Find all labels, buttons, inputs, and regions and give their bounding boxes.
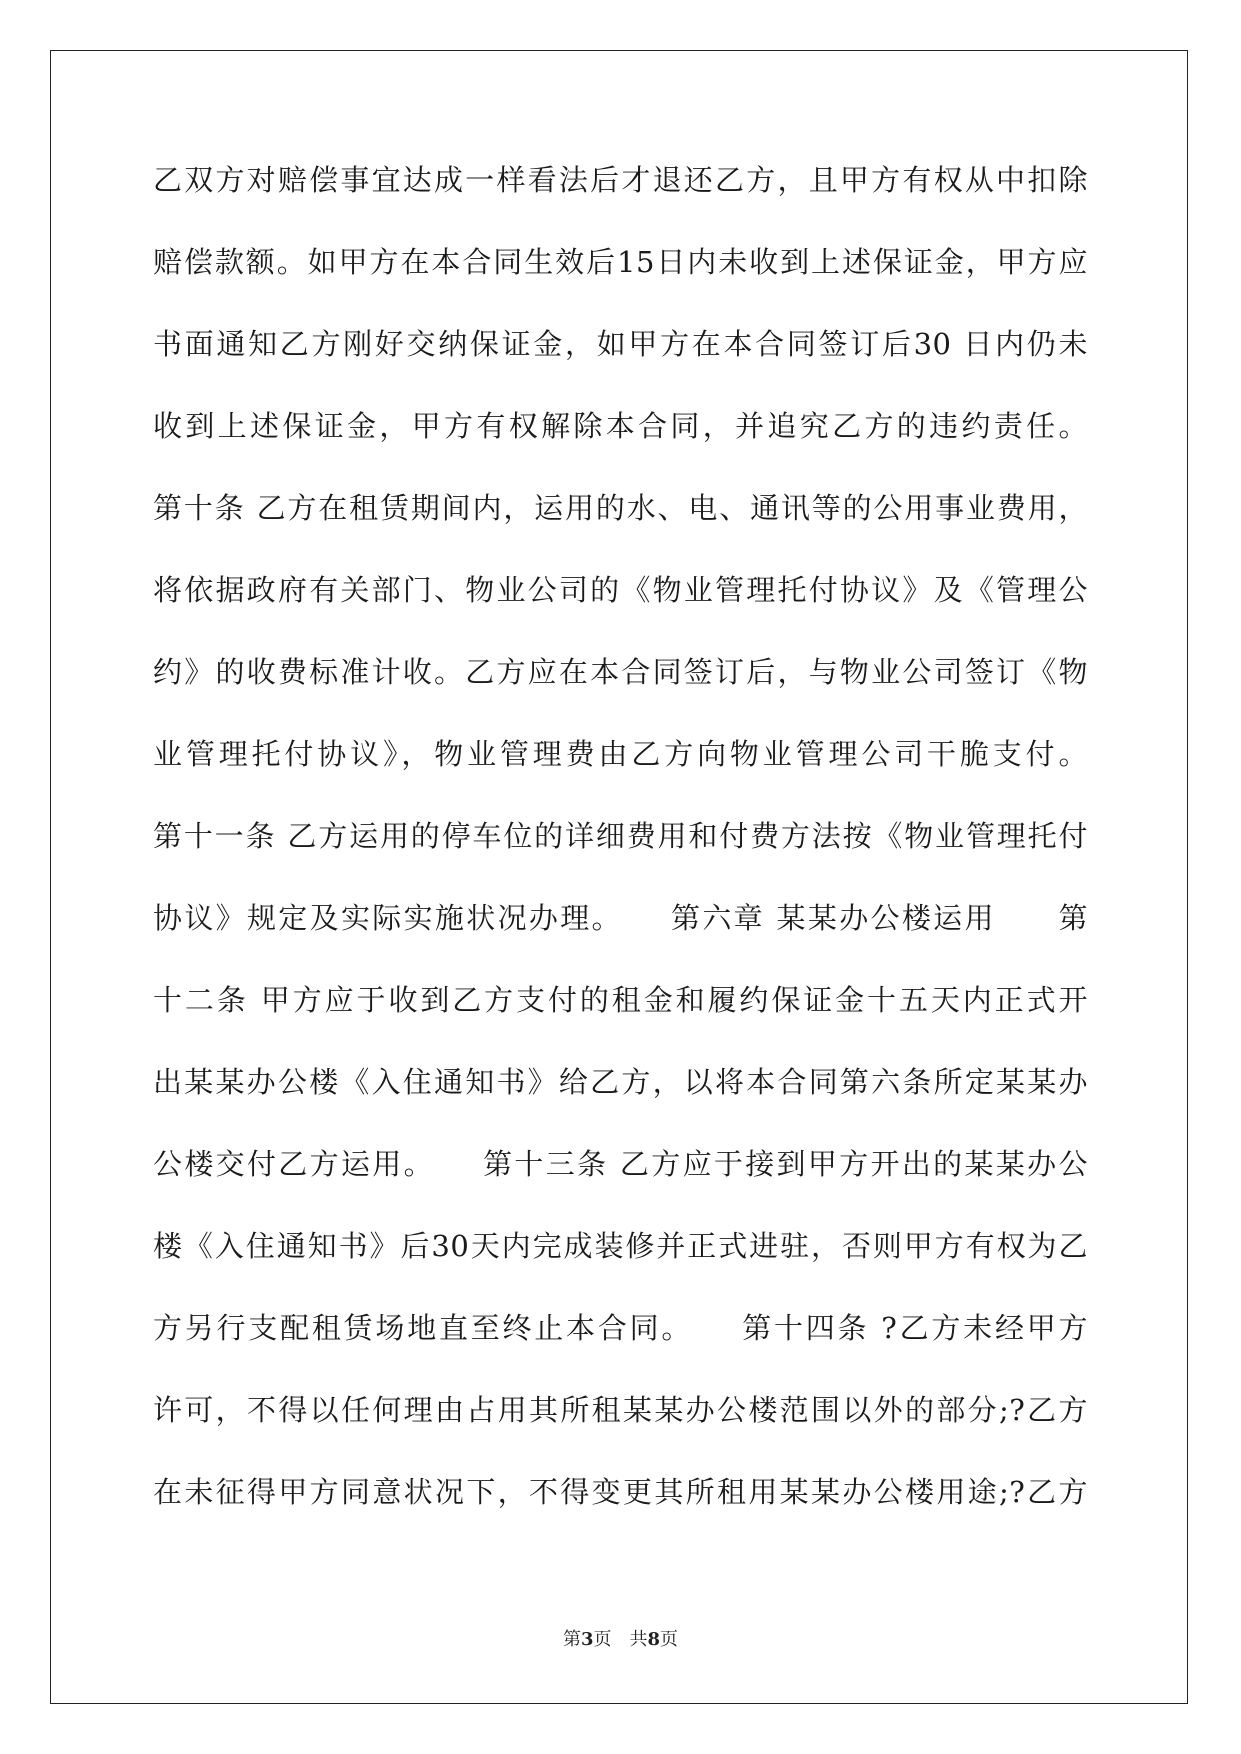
text-line: 楼《入住通知书》后30天内完成装修并正式进驻，否则甲方有权为乙 (153, 1229, 1088, 1263)
text-line: 协议》规定及实际实施状况办理。 第六章 某某办公楼运用 第 (153, 901, 1088, 935)
page-unit: 页 (593, 1629, 612, 1650)
footer-prefix: 第 (562, 1629, 581, 1650)
text-line: 乙双方对赔偿事宜达成一样看法后才退还乙方，且甲方有权从中扣除 (153, 163, 1088, 197)
text-line: 十二条 甲方应于收到乙方支付的租金和履约保证金十五天内正式开 (153, 983, 1088, 1017)
text-line: 许可，不得以任何理由占用其所租某某办公楼范围以外的部分;?乙方 (153, 1393, 1088, 1427)
text-line: 第十条 乙方在租赁期间内，运用的水、电、通讯等的公用事业费用， (153, 491, 1088, 525)
text-line: 约》的收费标准计收。乙方应在本合同签订后，与物业公司签订《物 (153, 655, 1088, 689)
total-unit: 页 (660, 1629, 679, 1650)
text-line: 公楼交付乙方运用。 第十三条 乙方应于接到甲方开出的某某办公 (153, 1147, 1088, 1181)
text-line: 书面通知乙方刚好交纳保证金，如甲方在本合同签订后30 日内仍未 (153, 327, 1088, 361)
text-line: 收到上述保证金，甲方有权解除本合同，并追究乙方的违约责任。 (153, 409, 1088, 443)
document-body (153, 160, 1088, 1554)
current-page-number: 3 (580, 1629, 594, 1650)
text-line: 在未征得甲方同意状况下，不得变更其所租用某某办公楼用途;?乙方 (153, 1475, 1088, 1509)
text-line: 将依据政府有关部门、物业公司的《物业管理托付协议》及《管理公 (153, 573, 1088, 607)
total-pages-number: 8 (647, 1629, 661, 1650)
total-prefix: 共 (629, 1629, 648, 1650)
text-line: 出某某办公楼《入住通知书》给乙方，以将本合同第六条所定某某办 (153, 1065, 1088, 1099)
text-line: 第十一条 乙方运用的停车位的详细费用和付费方法按《物业管理托付 (153, 819, 1088, 853)
page-footer (0, 1625, 1241, 1651)
text-line: 业管理托付协议》，物业管理费由乙方向物业管理公司干脆支付。 (153, 737, 1088, 771)
text-line: 方另行支配租赁场地直至终止本合同。 第十四条 ?乙方未经甲方 (153, 1311, 1088, 1345)
text-line: 赔偿款额。如甲方在本合同生效后15日内未收到上述保证金，甲方应 (153, 245, 1088, 279)
